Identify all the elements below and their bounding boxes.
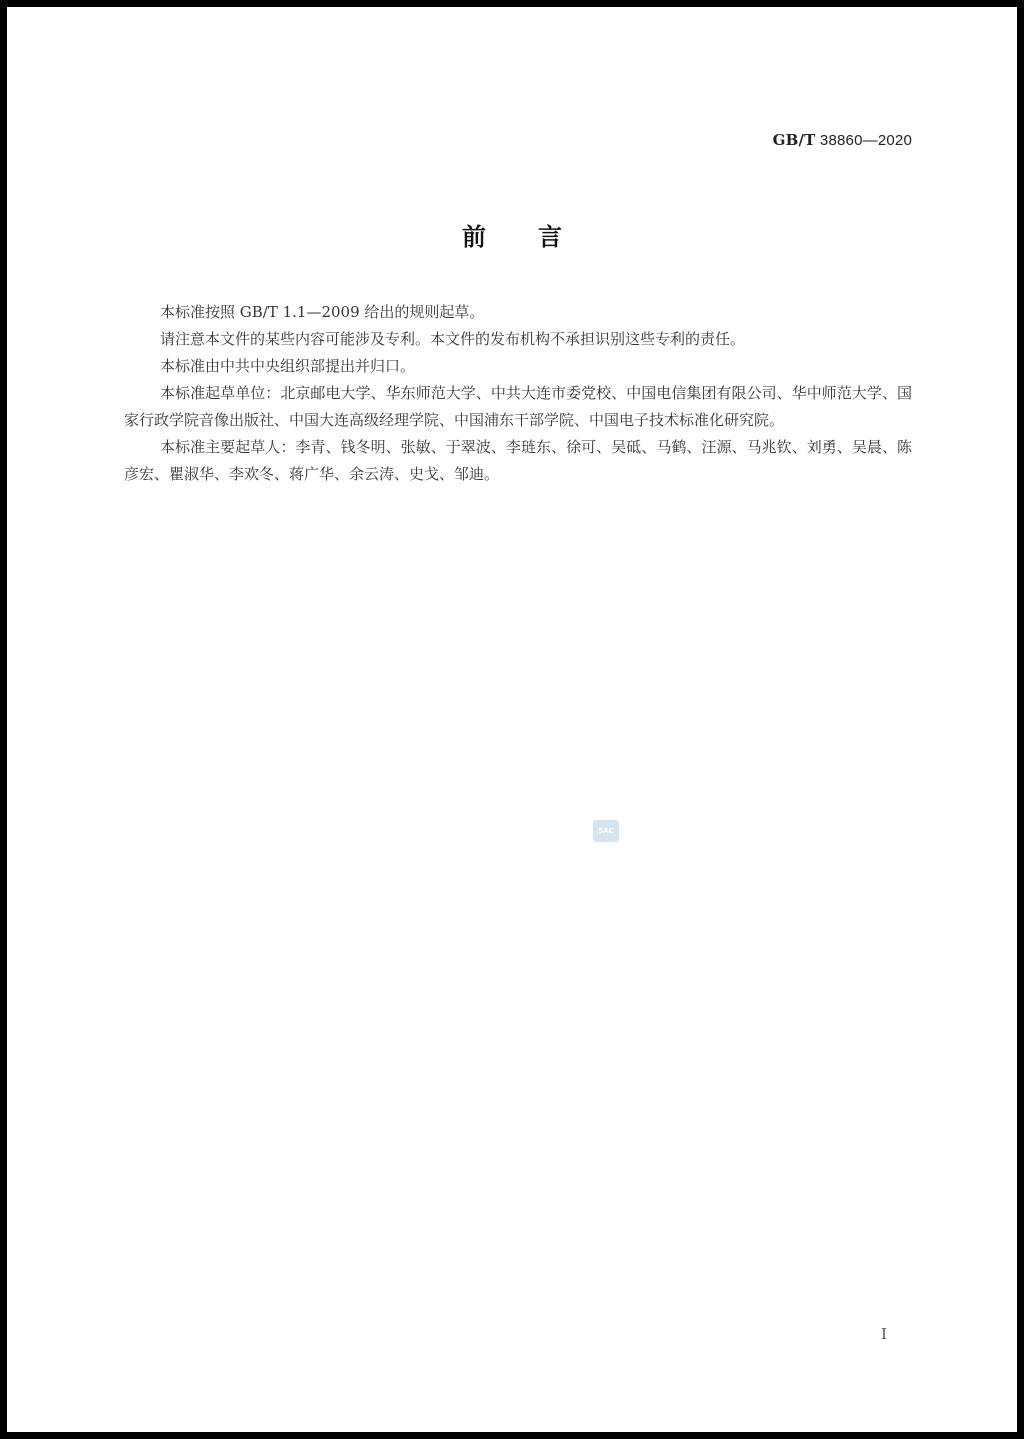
standard-number <box>773 131 912 149</box>
paragraph-proposer: 本标准由中共中央组织部提出并归口。 <box>160 357 416 375</box>
page-title: 前言 <box>462 223 614 251</box>
paragraph-drafters: 本标准主要起草人：李青、钱冬明、张敏、于翠波、李琏东、徐可、吴砥、马鹤、汪源、马兆钦、刘勇、吴晨、陈彦宏、瞿淑华、李欢冬、蒋广华、余云涛、史戈、邹迪。 <box>124 438 912 483</box>
document-page <box>7 7 1017 1432</box>
paragraph-patent-notice: 请注意本文件的某些内容可能涉及专利。本文件的发布机构不承担识别这些专利的责任。 <box>160 330 746 348</box>
paragraph-drafting-rules: 本标准按照 GB/T 1.1—2009 给出的规则起草。 <box>160 303 485 321</box>
watermark-logo-icon: SAC <box>593 820 619 842</box>
page-number: I <box>881 1325 887 1343</box>
standard-code: 38860—2020 <box>815 132 912 149</box>
standard-prefix: GB/T <box>772 131 816 149</box>
paragraph-drafting-units: 本标准起草单位：北京邮电大学、华东师范大学、中共大连市委党校、中国电信集团有限公司、华中师范大学、国家行政学院音像出版社、中国大连高级经理学院、中国浦东干部学院、中国电子技术标准化研究院。 <box>124 384 912 429</box>
foreword-body <box>124 299 912 488</box>
